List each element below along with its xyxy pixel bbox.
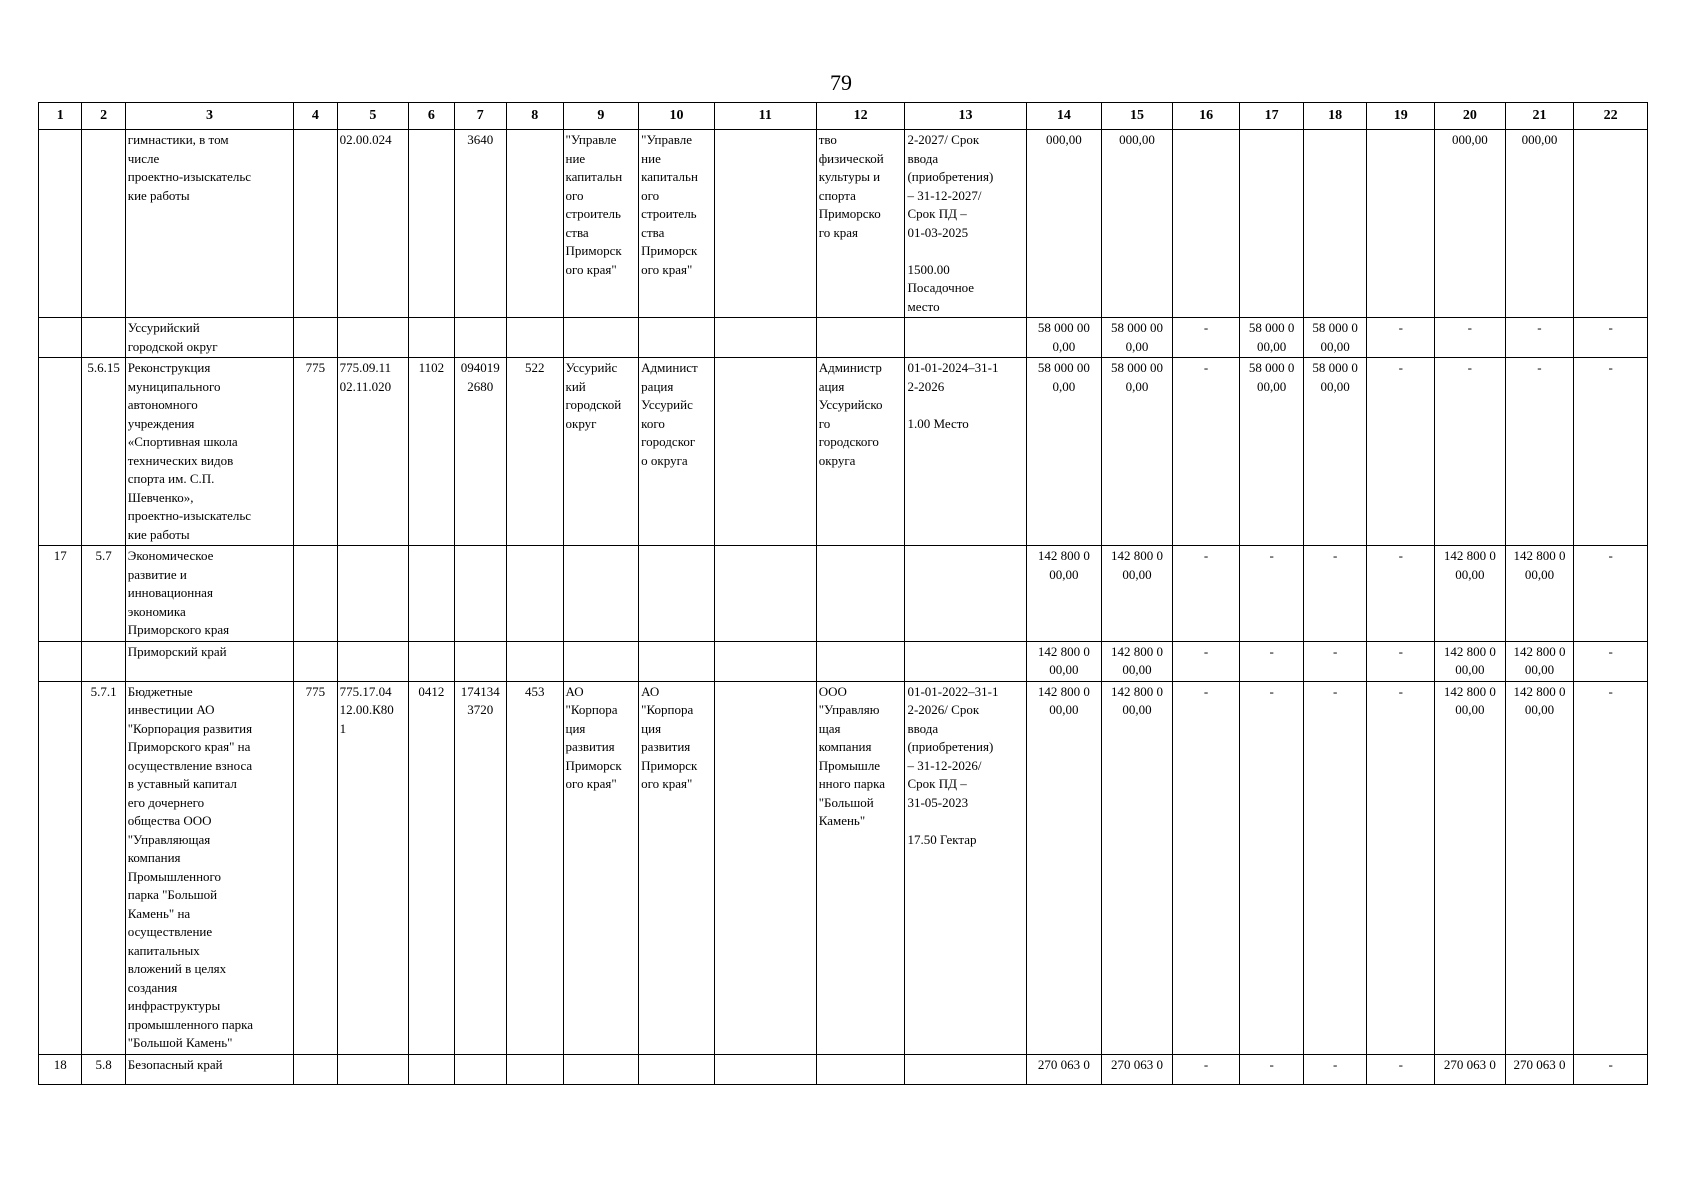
cell-col-9: "Управле ние капитальн ого строитель ства Приморск ого края"	[563, 130, 639, 318]
cell-col-7	[454, 318, 506, 358]
cell-col-19: -	[1367, 546, 1435, 642]
column-header-14: 14	[1026, 103, 1102, 130]
cell-col-2	[82, 641, 125, 681]
cell-col-19: -	[1367, 358, 1435, 546]
column-header-12: 12	[816, 103, 905, 130]
cell-col-4	[294, 641, 337, 681]
cell-col-13	[905, 641, 1026, 681]
cell-col-4: 775	[294, 358, 337, 546]
cell-col-3: Уссурийский городской округ	[125, 318, 293, 358]
cell-col-9	[563, 1054, 639, 1084]
cell-col-1: 17	[39, 546, 82, 642]
cell-col-20: 142 800 0 00,00	[1435, 681, 1506, 1054]
column-header-22: 22	[1574, 103, 1648, 130]
cell-col-10: "Управле ние капитальн ого строитель ства Приморск ого края"	[639, 130, 715, 318]
cell-col-9	[563, 318, 639, 358]
cell-col-13	[905, 318, 1026, 358]
cell-col-14: 000,00	[1026, 130, 1102, 318]
cell-col-4	[294, 130, 337, 318]
cell-col-17: 58 000 0 00,00	[1240, 358, 1304, 546]
page-number: 79	[830, 70, 852, 95]
column-header-6: 6	[409, 103, 454, 130]
cell-col-1	[39, 358, 82, 546]
cell-col-4	[294, 318, 337, 358]
cell-col-10: Админист рация Уссурийс кого городског о округа	[639, 358, 715, 546]
cell-col-5: 775.09.11 02.11.020	[337, 358, 409, 546]
table-row	[39, 546, 1648, 642]
cell-col-3: Приморский край	[125, 641, 293, 681]
cell-col-20: 270 063 0	[1435, 1054, 1506, 1084]
cell-col-11	[714, 358, 816, 546]
cell-col-18: 58 000 0 00,00	[1303, 358, 1367, 546]
cell-col-1: 18	[39, 1054, 82, 1084]
column-header-5: 5	[337, 103, 409, 130]
cell-col-22: -	[1574, 546, 1648, 642]
column-header-15: 15	[1102, 103, 1173, 130]
cell-col-1	[39, 130, 82, 318]
cell-col-22: -	[1574, 358, 1648, 546]
cell-col-16: -	[1172, 641, 1240, 681]
column-header-17: 17	[1240, 103, 1304, 130]
cell-col-16: -	[1172, 318, 1240, 358]
cell-col-16: -	[1172, 358, 1240, 546]
cell-col-9	[563, 641, 639, 681]
cell-col-7	[454, 641, 506, 681]
cell-col-21: -	[1505, 318, 1574, 358]
cell-col-17: -	[1240, 681, 1304, 1054]
cell-col-13: 2-2027/ Срок ввода (приобретения) – 31-12-2027/ Срок ПД – 01-03-2025 1500.00 Посадочное место	[905, 130, 1026, 318]
cell-col-11	[714, 1054, 816, 1084]
cell-col-15: 142 800 0 00,00	[1102, 681, 1173, 1054]
cell-col-20: 142 800 0 00,00	[1435, 546, 1506, 642]
column-header-11: 11	[714, 103, 816, 130]
table-row	[39, 681, 1648, 1054]
cell-col-10: АО "Корпора ция развития Приморск ого края"	[639, 681, 715, 1054]
cell-col-20: 000,00	[1435, 130, 1506, 318]
cell-col-8	[507, 130, 563, 318]
cell-col-17: 58 000 0 00,00	[1240, 318, 1304, 358]
cell-col-20: -	[1435, 358, 1506, 546]
cell-col-14: 142 800 0 00,00	[1026, 641, 1102, 681]
table-row	[39, 130, 1648, 318]
cell-col-4	[294, 546, 337, 642]
cell-col-22: -	[1574, 318, 1648, 358]
cell-col-21: -	[1505, 358, 1574, 546]
table-row	[39, 358, 1648, 546]
cell-col-16	[1172, 130, 1240, 318]
cell-col-10	[639, 318, 715, 358]
cell-col-18: -	[1303, 681, 1367, 1054]
cell-col-7: 094019 2680	[454, 358, 506, 546]
header-row	[39, 103, 1648, 130]
cell-col-12: ООО "Управляю щая компания Промышле нного парка "Большой Камень"	[816, 681, 905, 1054]
cell-col-5	[337, 546, 409, 642]
cell-col-10	[639, 546, 715, 642]
cell-col-7: 174134 3720	[454, 681, 506, 1054]
cell-col-5	[337, 641, 409, 681]
cell-col-13	[905, 1054, 1026, 1084]
cell-col-11	[714, 318, 816, 358]
cell-col-4: 775	[294, 681, 337, 1054]
table-row	[39, 641, 1648, 681]
cell-col-12	[816, 318, 905, 358]
cell-col-12	[816, 1054, 905, 1084]
cell-col-18: -	[1303, 1054, 1367, 1084]
cell-col-8	[507, 546, 563, 642]
cell-col-8	[507, 641, 563, 681]
cell-col-15: 58 000 00 0,00	[1102, 358, 1173, 546]
cell-col-21: 142 800 0 00,00	[1505, 641, 1574, 681]
cell-col-5	[337, 318, 409, 358]
cell-col-3: гимнастики, в том числе проектно-изыскательс кие работы	[125, 130, 293, 318]
cell-col-7: 3640	[454, 130, 506, 318]
cell-col-8	[507, 1054, 563, 1084]
column-header-21: 21	[1505, 103, 1574, 130]
cell-col-14: 142 800 0 00,00	[1026, 546, 1102, 642]
cell-col-1	[39, 681, 82, 1054]
cell-col-14: 142 800 0 00,00	[1026, 681, 1102, 1054]
column-header-1: 1	[39, 103, 82, 130]
cell-col-19	[1367, 130, 1435, 318]
cell-col-17	[1240, 130, 1304, 318]
cell-col-2: 5.7.1	[82, 681, 125, 1054]
cell-col-18: 58 000 0 00,00	[1303, 318, 1367, 358]
cell-col-6	[409, 546, 454, 642]
cell-col-6	[409, 641, 454, 681]
cell-col-17: -	[1240, 641, 1304, 681]
column-header-7: 7	[454, 103, 506, 130]
cell-col-6	[409, 1054, 454, 1084]
cell-col-19: -	[1367, 1054, 1435, 1084]
cell-col-18: -	[1303, 641, 1367, 681]
cell-col-20: 142 800 0 00,00	[1435, 641, 1506, 681]
cell-col-9: Уссурийс кий городской округ	[563, 358, 639, 546]
cell-col-6: 1102	[409, 358, 454, 546]
cell-col-22: -	[1574, 1054, 1648, 1084]
cell-col-21: 270 063 0	[1505, 1054, 1574, 1084]
cell-col-2	[82, 130, 125, 318]
cell-col-3: Реконструкция муниципального автономного учреждения «Спортивная школа технических видов спорта им. С.П. Шевченко», проектно-изыскательс кие работы	[125, 358, 293, 546]
column-header-20: 20	[1435, 103, 1506, 130]
cell-col-11	[714, 130, 816, 318]
cell-col-17: -	[1240, 546, 1304, 642]
cell-col-14: 58 000 00 0,00	[1026, 358, 1102, 546]
cell-col-20: -	[1435, 318, 1506, 358]
column-header-19: 19	[1367, 103, 1435, 130]
cell-col-3: Бюджетные инвестиции АО "Корпорация развития Приморского края" на осуществление взноса в уставный капитал его дочернего общества ООО "Управляющая компания Промышленного парка "Большой Камень" на осуществление капитальных вложений в целях создания инфраструктуры промышленного парка "Большой Камень"	[125, 681, 293, 1054]
cell-col-6: 0412	[409, 681, 454, 1054]
cell-col-7	[454, 1054, 506, 1084]
cell-col-5: 775.17.04 12.00.К80 1	[337, 681, 409, 1054]
table-row	[39, 318, 1648, 358]
cell-col-21: 000,00	[1505, 130, 1574, 318]
cell-col-11	[714, 641, 816, 681]
cell-col-2: 5.8	[82, 1054, 125, 1084]
cell-col-22	[1574, 130, 1648, 318]
cell-col-4	[294, 1054, 337, 1084]
cell-col-6	[409, 130, 454, 318]
cell-col-22: -	[1574, 681, 1648, 1054]
cell-col-9	[563, 546, 639, 642]
cell-col-14: 270 063 0	[1026, 1054, 1102, 1084]
cell-col-16: -	[1172, 681, 1240, 1054]
cell-col-21: 142 800 0 00,00	[1505, 546, 1574, 642]
cell-col-2	[82, 318, 125, 358]
column-header-16: 16	[1172, 103, 1240, 130]
table-row	[39, 1054, 1648, 1084]
cell-col-18	[1303, 130, 1367, 318]
cell-col-7	[454, 546, 506, 642]
cell-col-9: АО "Корпора ция развития Приморск ого края"	[563, 681, 639, 1054]
cell-col-6	[409, 318, 454, 358]
cell-col-10	[639, 641, 715, 681]
cell-col-15: 58 000 00 0,00	[1102, 318, 1173, 358]
column-header-8: 8	[507, 103, 563, 130]
cell-col-16: -	[1172, 1054, 1240, 1084]
column-header-2: 2	[82, 103, 125, 130]
cell-col-3: Экономическое развитие и инновационная экономика Приморского края	[125, 546, 293, 642]
cell-col-19: -	[1367, 641, 1435, 681]
cell-col-12	[816, 641, 905, 681]
cell-col-15: 142 800 0 00,00	[1102, 546, 1173, 642]
cell-col-8: 453	[507, 681, 563, 1054]
column-header-13: 13	[905, 103, 1026, 130]
cell-col-8: 522	[507, 358, 563, 546]
cell-col-2: 5.7	[82, 546, 125, 642]
cell-col-3: Безопасный край	[125, 1054, 293, 1084]
cell-col-5	[337, 1054, 409, 1084]
cell-col-5: 02.00.024	[337, 130, 409, 318]
cell-col-19: -	[1367, 318, 1435, 358]
cell-col-15: 000,00	[1102, 130, 1173, 318]
cell-col-22: -	[1574, 641, 1648, 681]
cell-col-15: 142 800 0 00,00	[1102, 641, 1173, 681]
cell-col-17: -	[1240, 1054, 1304, 1084]
cell-col-13: 01-01-2022–31-1 2-2026/ Срок ввода (приобретения) – 31-12-2026/ Срок ПД – 31-05-2023 17.50 Гектар	[905, 681, 1026, 1054]
cell-col-2: 5.6.15	[82, 358, 125, 546]
cell-col-13: 01-01-2024–31-1 2-2026 1.00 Место	[905, 358, 1026, 546]
cell-col-8	[507, 318, 563, 358]
column-header-18: 18	[1303, 103, 1367, 130]
cell-col-11	[714, 546, 816, 642]
cell-col-15: 270 063 0	[1102, 1054, 1173, 1084]
cell-col-1	[39, 641, 82, 681]
budget-table	[38, 102, 1648, 1085]
cell-col-11	[714, 681, 816, 1054]
cell-col-19: -	[1367, 681, 1435, 1054]
cell-col-12: тво физической культуры и спорта Приморско го края	[816, 130, 905, 318]
cell-col-12: Администр ация Уссурийско го городского округа	[816, 358, 905, 546]
cell-col-21: 142 800 0 00,00	[1505, 681, 1574, 1054]
column-header-9: 9	[563, 103, 639, 130]
cell-col-10	[639, 1054, 715, 1084]
column-header-3: 3	[125, 103, 293, 130]
cell-col-12	[816, 546, 905, 642]
cell-col-1	[39, 318, 82, 358]
column-header-10: 10	[639, 103, 715, 130]
cell-col-16: -	[1172, 546, 1240, 642]
column-header-4: 4	[294, 103, 337, 130]
cell-col-13	[905, 546, 1026, 642]
cell-col-18: -	[1303, 546, 1367, 642]
cell-col-14: 58 000 00 0,00	[1026, 318, 1102, 358]
